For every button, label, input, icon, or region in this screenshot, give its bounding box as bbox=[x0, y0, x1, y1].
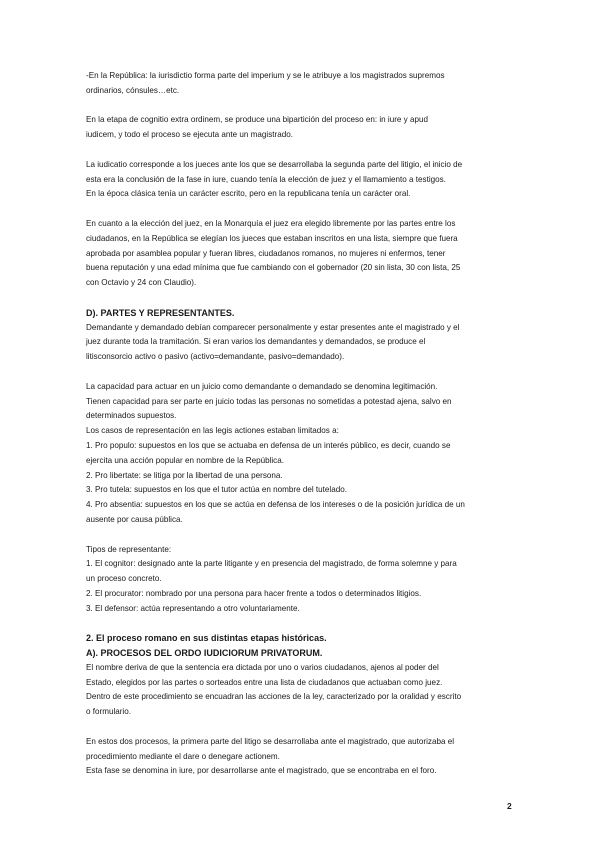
text-line: buena reputación y una edad mínima que fue cambiando con el gobernador (20 sin lista, 30 con lista, 25 bbox=[86, 263, 461, 273]
text-line: litisconsorcio activo o pasivo (activo=demandante, pasivo=demandado). bbox=[86, 352, 345, 362]
text-line: Esta fase se denomina in iure, por desarrollarse ante el magistrado, que se encontraba en el foro. bbox=[86, 766, 437, 776]
list-item: 1. Pro populo: supuestos en los que se actuaba en defensa de un interés público, es decir, cuando se bbox=[86, 440, 451, 450]
text-line: La iudicatio corresponde a los jueces ante los que se desarrollaba la segunda parte del litigio, el inicio de bbox=[86, 159, 463, 169]
paragraph-republica bbox=[86, 69, 516, 99]
text-line: ejercita una acción popular en nombre de la República. bbox=[86, 455, 284, 465]
paragraph-nombre-deriva bbox=[86, 661, 516, 720]
text-line: ciudadanos, en la República se elegían los jueces que estaban inscritos en una lista, siempre que fuera bbox=[86, 233, 458, 243]
text-line: En cuanto a la elección del juez, en la Monarquía el juez era elegido libremente por las partes entre los bbox=[86, 218, 456, 228]
section-heading-ordo: A). PROCESOS DEL ORDO IUDICIORUM PRIVATORUM. bbox=[86, 648, 323, 659]
paragraph-eleccion-juez bbox=[86, 217, 516, 291]
text-line: iudicem, y todo el proceso se ejecuta ante un magistrado. bbox=[86, 130, 293, 140]
text-line: juez durante toda la tramitación. Si eran varios los demandantes y demandados, se produce el bbox=[86, 337, 426, 347]
text-line: determinados supuestos. bbox=[86, 411, 177, 421]
text-line: Demandante y demandado debían comparecer personalmente y estar presentes ante el magistrado y el bbox=[86, 322, 460, 332]
list-item: 1. El cognitor: designado ante la parte litigante y en presencia del magistrado, de forma solemne y para bbox=[86, 559, 457, 569]
text-line: Estado, elegidos por las partes o sorteados entre una lista de ciudadanos que actuaban como juez. bbox=[86, 677, 443, 687]
page-body bbox=[86, 69, 516, 779]
paragraph-cognitio bbox=[86, 113, 516, 143]
section-heading-proceso: 2. El proceso romano en sus distintas etapas históricas. bbox=[86, 633, 327, 644]
text-line: procedimiento mediante el dare o denegare actionem. bbox=[86, 751, 280, 761]
paragraph-tipos-representante bbox=[86, 543, 516, 617]
list-item: 2. Pro libertate: se litiga por la libertad de una persona. bbox=[86, 470, 283, 480]
page-number: 2 bbox=[507, 801, 512, 811]
text-line: un proceso concreto. bbox=[86, 574, 162, 584]
paragraph-dos-procesos bbox=[86, 735, 516, 779]
list-item: 3. El defensor: actúa representando a otro voluntariamente. bbox=[86, 603, 300, 613]
list-item: 4. Pro absentia: supuestos en los que se actúa en defensa de los intereses o de la posición jurídica de un bbox=[86, 500, 465, 510]
text-line: aprobada por asamblea popular y fueran libres, ciudadanos romanos, no mujeres ni enfermos, tener bbox=[86, 248, 446, 258]
list-item: 3. Pro tutela: supuestos en los que el tutor actúa en nombre del tutelado. bbox=[86, 485, 347, 495]
text-line: ordinarios, cónsules…etc. bbox=[86, 85, 180, 95]
text-line: En la época clásica tenía un carácter escrito, pero en la republicana tenía un carácter oral. bbox=[86, 189, 411, 199]
text-line: o formulario. bbox=[86, 707, 131, 717]
paragraph-demandante bbox=[86, 321, 516, 365]
text-line: En la etapa de cognitio extra ordinem, se produce una bipartición del proceso en: in iure y apud bbox=[86, 115, 428, 125]
text-line: Tipos de representante: bbox=[86, 544, 172, 554]
section-heading-partes: D). PARTES Y REPRESENTANTES. bbox=[86, 307, 235, 318]
text-line: Los casos de representación en las legis actiones estaban limitados a: bbox=[86, 426, 339, 436]
text-line: esta era la conclusión de la fase in iure, cuando tenía la elección de juez y el llamamiento a testigos. bbox=[86, 174, 446, 184]
list-item: 2. El procurator: nombrado por una persona para hacer frente a todos o determinados litigios. bbox=[86, 588, 422, 598]
text-line: El nombre deriva de que la sentencia era dictada por uno o varios ciudadanos, ajenos al poder del bbox=[86, 662, 439, 672]
paragraph-iudicatio bbox=[86, 158, 516, 202]
text-line: En estos dos procesos, la primera parte del litigo se desarrollaba ante el magistrado, que autorizaba el bbox=[86, 736, 455, 746]
text-line: ausente por causa pública. bbox=[86, 514, 183, 524]
text-line: La capacidad para actuar en un juicio como demandante o demandado se denomina legitimación. bbox=[86, 381, 438, 391]
paragraph-legitimacion bbox=[86, 380, 516, 528]
text-line: -En la República: la iurisdictio forma parte del imperium y se le atribuye a los magistrados supremos bbox=[86, 71, 445, 80]
text-line: Dentro de este procedimiento se encuadran las acciones de la ley, caracterizado por la oralidad y escrito bbox=[86, 692, 462, 702]
text-line: con Octavio y 24 con Claudio). bbox=[86, 278, 197, 288]
text-line: Tienen capacidad para ser parte en juicio todas las personas no sometidas a potestad ajena, salvo en bbox=[86, 396, 452, 406]
